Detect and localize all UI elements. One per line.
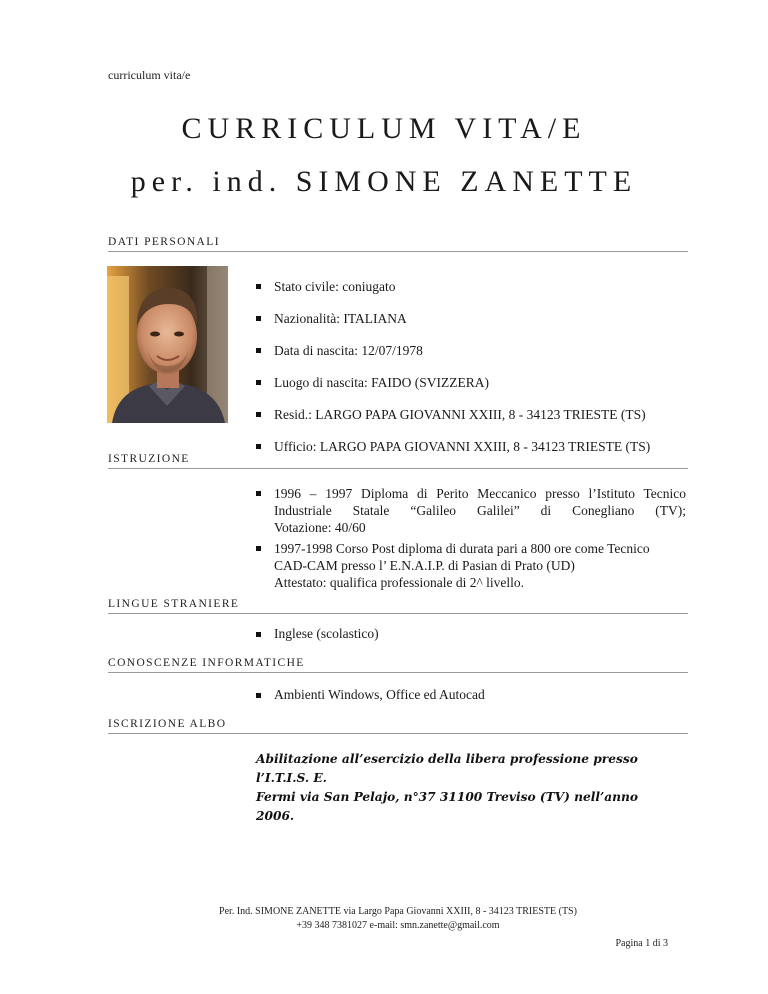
list-item: [256, 485, 686, 536]
albo-text: [256, 750, 676, 826]
list-item: Ambienti Windows, Office ed Autocad: [256, 687, 686, 703]
education-line: 1997-1998 Corso Post diploma di durata pari a 800 ore come Tecnico: [274, 541, 650, 556]
personal-data-list: [256, 278, 686, 470]
footer-address: Per. Ind. SIMONE ZANETTE via Largo Papa Giovanni XXIII, 8 - 34123 TRIESTE (TS): [219, 906, 577, 917]
list-item: Data di nascita: 12/07/1978: [256, 342, 686, 374]
list-item: Inglese (scolastico): [256, 626, 686, 642]
list-item: Stato civile: coniugato: [256, 278, 686, 310]
list-item: Luogo di nascita: FAIDO (SVIZZERA): [256, 374, 686, 406]
list-item: Nazionalità: ITALIANA: [256, 310, 686, 342]
section-heading-computer: CONOSCENZE INFORMATICHE: [108, 657, 688, 673]
page-number: Pagina 1 di 3: [615, 938, 668, 949]
section-heading-albo: ISCRIZIONE ALBO: [108, 718, 688, 734]
list-item: Resid.: LARGO PAPA GIOVANNI XXIII, 8 - 34123 TRIESTE (TS): [256, 406, 686, 438]
education-list: [256, 485, 686, 595]
education-line: CAD-CAM presso l’ E.N.A.I.P. di Pasian di Prato (UD): [274, 558, 575, 573]
section-heading-personal: DATI PERSONALI: [108, 236, 688, 252]
computer-skills-list: [256, 687, 686, 703]
section-heading-education: ISTRUZIONE: [108, 453, 688, 469]
albo-line: Abilitazione all’esercizio della libera professione presso l’I.T.I.S. E.: [256, 752, 638, 785]
list-item: Ufficio: LARGO PAPA GIOVANNI XXIII, 8 - 34123 TRIESTE (TS): [256, 438, 686, 470]
education-line: Votazione: 40/60: [274, 520, 366, 535]
footer-contact: +39 348 7381027 e-mail: smn.zanette@gmail.com: [296, 920, 500, 931]
education-line: Industriale Statale “Galileo Galilei” di Conegliano (TV);: [274, 503, 686, 518]
running-header: curriculum vita/e: [108, 68, 191, 82]
person-name-title: per. ind. SIMONE ZANETTE: [130, 165, 638, 198]
education-line: 1996 – 1997 Diploma di Perito Meccanico presso l’Istituto Tecnico: [274, 486, 686, 501]
list-item: [256, 540, 686, 591]
document-title: CURRICULUM VITA/E: [181, 112, 587, 145]
profile-photo: [107, 266, 228, 423]
section-heading-languages: LINGUE STRANIERE: [108, 598, 688, 614]
languages-list: [256, 626, 686, 642]
education-line: Attestato: qualifica professionale di 2^ livello.: [274, 575, 525, 590]
albo-line: Fermi via San Pelajo, n°37 31100 Treviso (TV) nell’anno 2006.: [256, 790, 638, 823]
